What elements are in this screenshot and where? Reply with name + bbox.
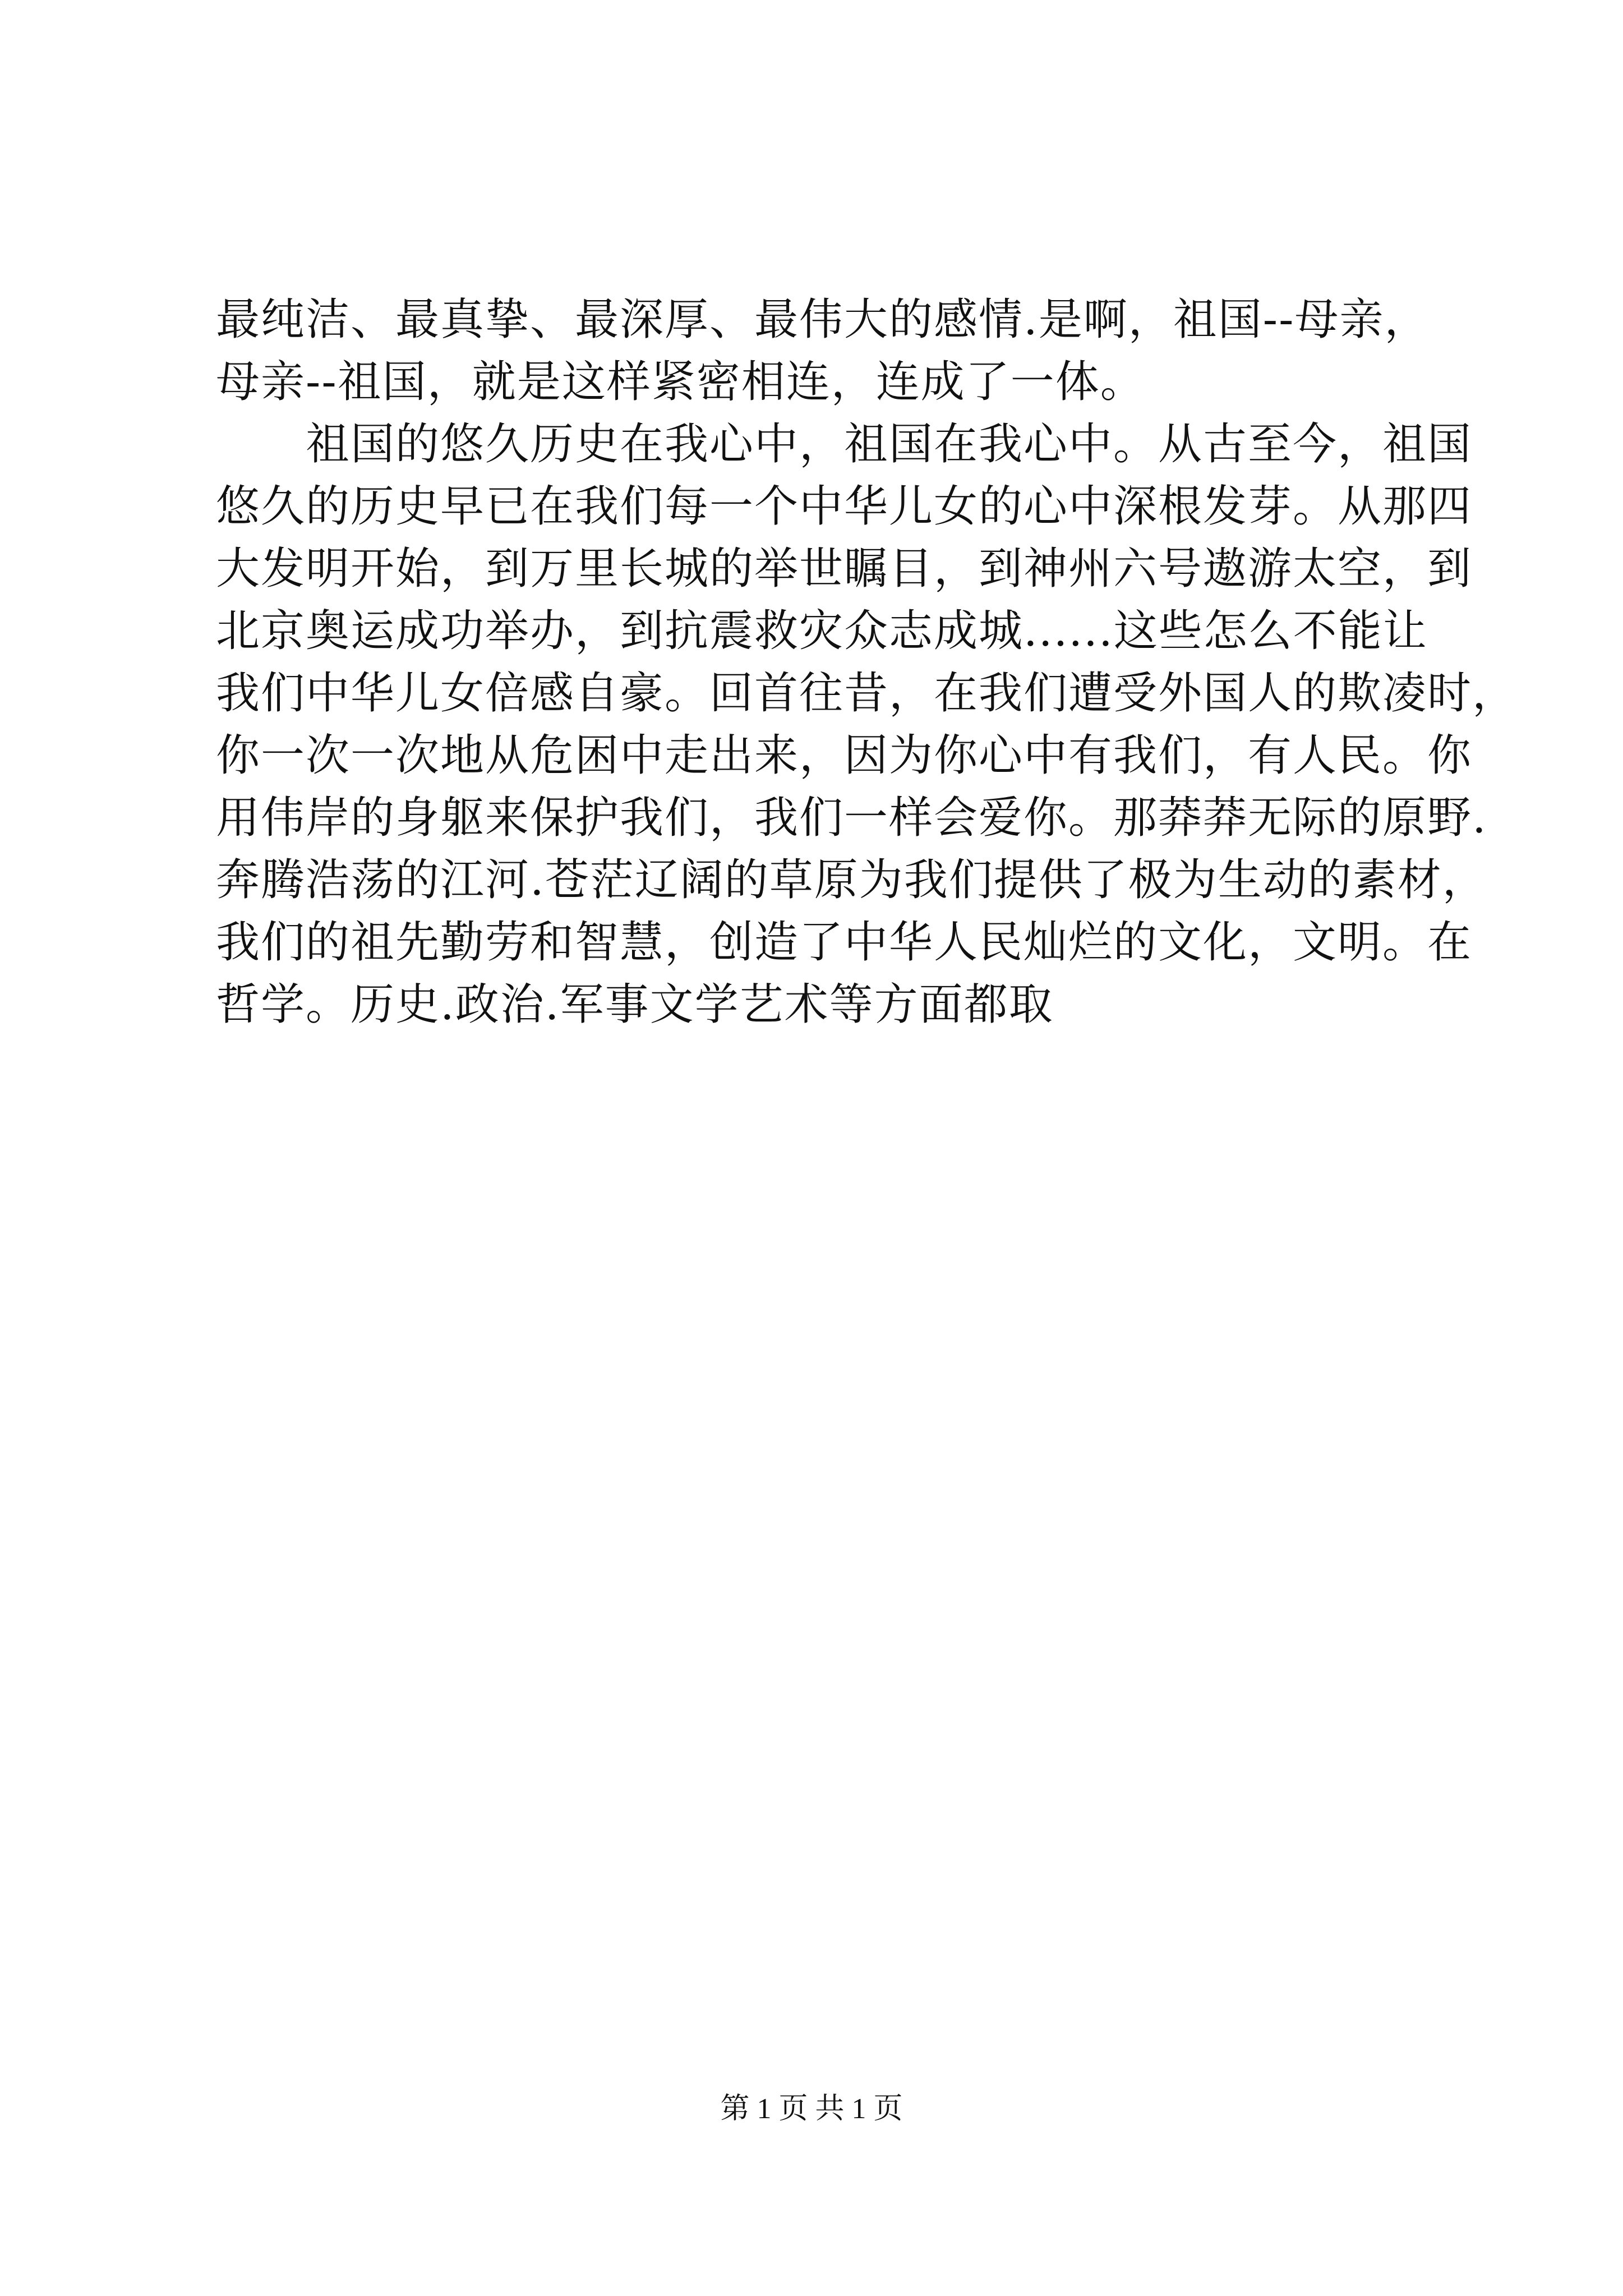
text-line: 祖国的悠久历史在我心中，祖国在我心中。从古至今，祖国	[306, 419, 1473, 470]
text-line: 哲学。历史.政治.军事文学艺术等方面都取	[216, 979, 1054, 1030]
text-line: 奔腾浩荡的江河.苍茫辽阔的草原为我们提供了极为生动的素材，	[216, 855, 1487, 905]
paragraph-2	[216, 413, 1518, 1036]
paragraph-1	[216, 289, 1430, 413]
page-footer	[0, 2090, 1623, 2129]
text-line: 母亲--祖国，就是这样紧密相连，连成了一体。	[216, 357, 1145, 407]
page-number-label: 第 1 页 共 1 页	[720, 2093, 903, 2125]
document-body	[216, 289, 1518, 1036]
text-line: 你一次一次地从危困中走出来，因为你心中有我们，有人民。你	[216, 730, 1473, 781]
text-line: 最纯洁、最真挚、最深厚、最伟大的感情.是啊，祖国--母亲，	[216, 295, 1430, 345]
text-line: 悠久的历史早已在我们每一个中华儿女的心中深根发芽。从那四	[216, 481, 1473, 532]
text-line: 我们的祖先勤劳和智慧，创造了中华人民灿烂的文化，文明。在	[216, 917, 1473, 968]
text-line: 大发明开始，到万里长城的举世瞩目，到神州六号遨游太空，到	[216, 544, 1473, 594]
text-line: 我们中华儿女倍感自豪。回首往昔，在我们遭受外国人的欺凌时，	[216, 668, 1518, 719]
text-line: 用伟岸的身躯来保护我们，我们一样会爱你。那莽莽无际的原野.	[216, 793, 1487, 843]
text-line: 北京奥运成功举办，到抗震救灾众志成城......这些怎么不能让	[216, 606, 1428, 656]
